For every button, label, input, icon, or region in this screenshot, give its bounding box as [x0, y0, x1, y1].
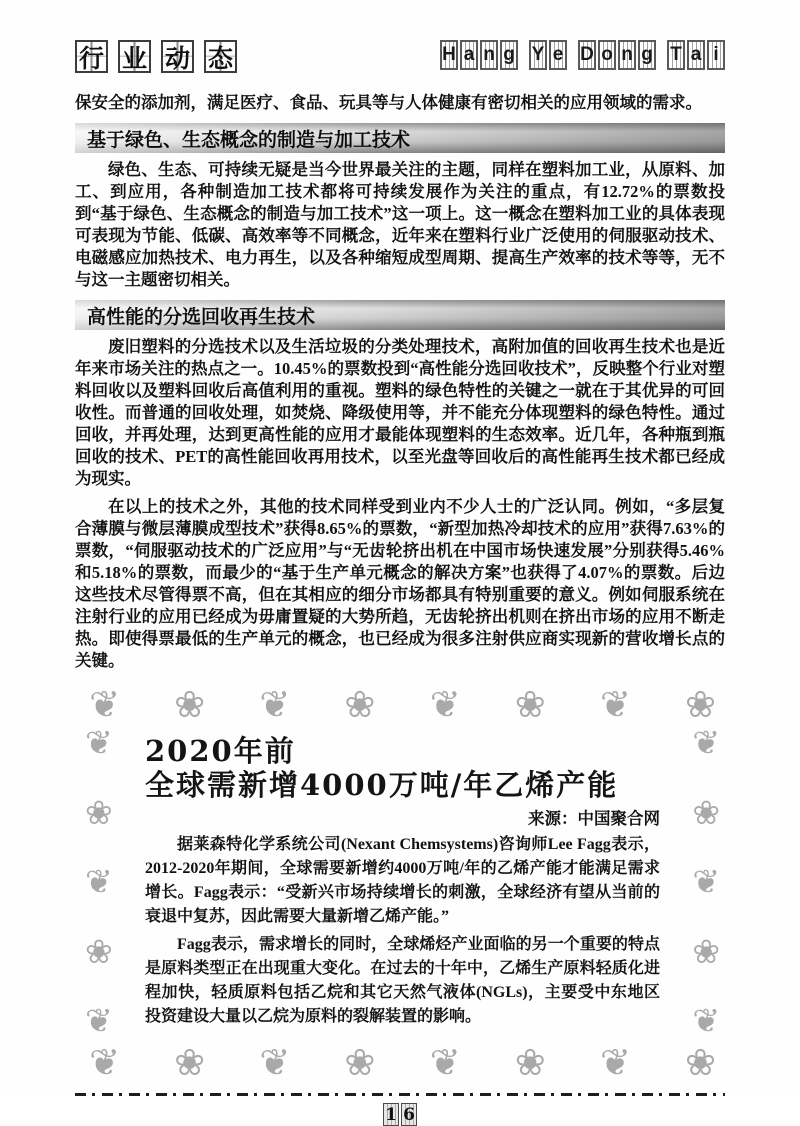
- boxed-letter: Y: [529, 40, 547, 70]
- boxed-letter: D: [578, 40, 596, 70]
- boxed-char: 1: [383, 1103, 399, 1126]
- section-heading-label: 高性能的分选回收再生技术: [87, 306, 316, 328]
- boxed-letter: g: [500, 40, 518, 70]
- boxed-letter: e: [549, 40, 567, 70]
- feature-title-line1: 2020年前: [145, 734, 296, 768]
- floral-glyph-icon: ❦: [259, 1041, 291, 1084]
- floral-glyph-icon: ❀: [692, 931, 720, 971]
- section-heading-label: 基于绿色、生态概念的制造与加工技术: [87, 129, 411, 151]
- masthead: [75, 40, 725, 84]
- floral-glyph-icon: ❦: [85, 1001, 113, 1040]
- floral-glyph-icon: ❀: [85, 931, 113, 971]
- page-number: [75, 1103, 725, 1126]
- section-heading-green-tech: [75, 123, 725, 153]
- floral-glyph-icon: ❦: [85, 723, 113, 762]
- feature-source: 来源：中国聚合网: [528, 810, 660, 828]
- feature-box: [85, 683, 720, 1084]
- floral-border-left-icon: [85, 723, 129, 1040]
- boxed-letter: i: [707, 40, 725, 70]
- boxed-letter: n: [480, 40, 498, 70]
- floral-glyph-icon: ❀: [344, 683, 376, 726]
- floral-glyph-icon: ❀: [684, 1041, 716, 1084]
- floral-border-bottom-icon: [89, 1035, 716, 1084]
- floral-glyph-icon: ❦: [89, 683, 121, 726]
- feature-paragraph-1: 据莱森特化学系统公司(Nexant Chemsystems)咨询师Lee Fagg表示，2012-2020年期间，全球需要新增约4000万吨/年的乙烯产能才能满足需求增长。Fagg表示：“受新兴市场持续增长的刺激，全球经济有望从当前的衰退中复苏，因此需要大量新增乙烯产能。”: [145, 836, 660, 925]
- floral-glyph-icon: ❀: [692, 792, 720, 832]
- floral-glyph-icon: ❀: [684, 683, 716, 726]
- page-title-pinyin: [429, 40, 725, 70]
- paragraph-recycling-2: 在以上的技术之外，其他的技术同样受到业内不少人士的广泛认同。例如，“多层复合薄膜与微层薄膜成型技术”获得8.65%的票数，“新型加热冷却技术的应用”获得7.63%的票数，“伺服驱动技术的广泛应用”与“无齿轮挤出机在中国市场快速发展”分别获得5.46%和5.18%的票数，而最少的“基于生产单元概念的解决方案”也获得了4.07%的票数。后边这些技术尽管得票不高，但在其相应的细分市场都具有特别重要的意义。例如伺服系统在注射行业的应用已经成为毋庸置疑的大势所趋，无齿轮挤出机则在挤出市场的应用不断走热。即使得票最低的生产单元的概念，也已经成为很多注射供应商实现新的营收增长点的关键。: [75, 497, 725, 670]
- boxed-char: 行: [75, 40, 108, 73]
- floral-glyph-icon: ❦: [599, 683, 631, 726]
- boxed-word: [527, 40, 567, 70]
- floral-glyph-icon: ❀: [514, 683, 546, 726]
- floral-glyph-icon: ❦: [85, 862, 113, 901]
- boxed-letter: T: [667, 40, 685, 70]
- feature-title-line2: 全球需新增4000万吨/年乙烯产能: [145, 768, 619, 802]
- footer-dashed-rule: [75, 1093, 725, 1096]
- boxed-letter: g: [638, 40, 656, 70]
- floral-glyph-icon: ❦: [692, 1001, 720, 1040]
- feature-paragraph-2: Fagg表示，需求增长的同时，全球烯烃产业面临的另一个重要的特点是原料类型正在出现重大变化。在过去的十年中，乙烯生产原料轻质化进程加快，轻质原料包括乙烷和其它天然气液体(NGLs)，主要受中东地区投资建设大量以乙烷为原料的裂解装置的影响。: [145, 936, 660, 1025]
- floral-glyph-icon: ❀: [174, 683, 206, 726]
- floral-glyph-icon: ❦: [429, 683, 461, 726]
- boxed-letter: H: [440, 40, 458, 70]
- boxed-letter: n: [618, 40, 636, 70]
- boxed-char: 动: [161, 40, 194, 73]
- floral-glyph-icon: ❀: [514, 1041, 546, 1084]
- floral-glyph-icon: ❦: [692, 862, 720, 901]
- floral-glyph-icon: ❦: [599, 1041, 631, 1084]
- paragraph-recycling-1: 废旧塑料的分选技术以及生活垃圾的分类处理技术，高附加值的回收再生技术也是近年来市场关注的热点之一。10.45%的票数投到“高性能分选回收技术”，反映整个行业对塑料回收以及塑料回收后高值利用的重视。塑料的绿色特性的关键之一就在于其优异的可回收性。而普通的回收处理，如焚烧、降级使用等，并不能充分体现塑料的绿色特性。通过回收，并再处理，达到更高性能的应用才最能体现塑料的生态效率。近几年，各种瓶到瓶回收的技术、PET的高性能回收再用技术，以至光盘等回收后的高性能再生技术都已经成为现实。: [75, 337, 725, 488]
- floral-glyph-icon: ❀: [174, 1041, 206, 1084]
- boxed-word: [438, 40, 518, 70]
- page-title-chinese: [75, 40, 247, 73]
- floral-glyph-icon: ❀: [344, 1041, 376, 1084]
- floral-glyph-icon: ❦: [692, 723, 720, 762]
- floral-glyph-icon: ❦: [259, 683, 291, 726]
- boxed-word: [665, 40, 725, 70]
- boxed-letter: a: [687, 40, 705, 70]
- boxed-word: [576, 40, 656, 70]
- intro-paragraph: 保安全的添加剂，满足医疗、食品、玩具等与人体健康有密切相关的应用领域的需求。: [75, 93, 702, 112]
- floral-glyph-icon: ❦: [89, 1041, 121, 1084]
- floral-border-top-icon: [89, 683, 716, 730]
- boxed-char: 态: [204, 40, 237, 73]
- boxed-char: 6: [401, 1103, 417, 1126]
- boxed-char: 业: [118, 40, 151, 73]
- boxed-letter: a: [460, 40, 478, 70]
- floral-glyph-icon: ❦: [429, 1041, 461, 1084]
- section-heading-recycling: [75, 300, 725, 330]
- paragraph-green-tech: 绿色、生态、可持续无疑是当今世界最关注的主题，同样在塑料加工业，从原料、加工、到应用，各种制造加工技术都将可持续发展作为关注的重点，有12.72%的票数投到“基于绿色、生态概念的制造与加工技术”这一项上。这一概念在塑料加工业的具体表现可表现为节能、低碳、高效率等不同概念，近年来在塑料行业广泛使用的伺服驱动技术、电磁感应加热技术、电力再生，以及各种缩短成型周期、提高生产效率的技术等等，无不与这一主题密切相关。: [75, 160, 725, 289]
- floral-glyph-icon: ❀: [85, 792, 113, 832]
- boxed-letter: o: [598, 40, 616, 70]
- floral-border-right-icon: [676, 723, 720, 1040]
